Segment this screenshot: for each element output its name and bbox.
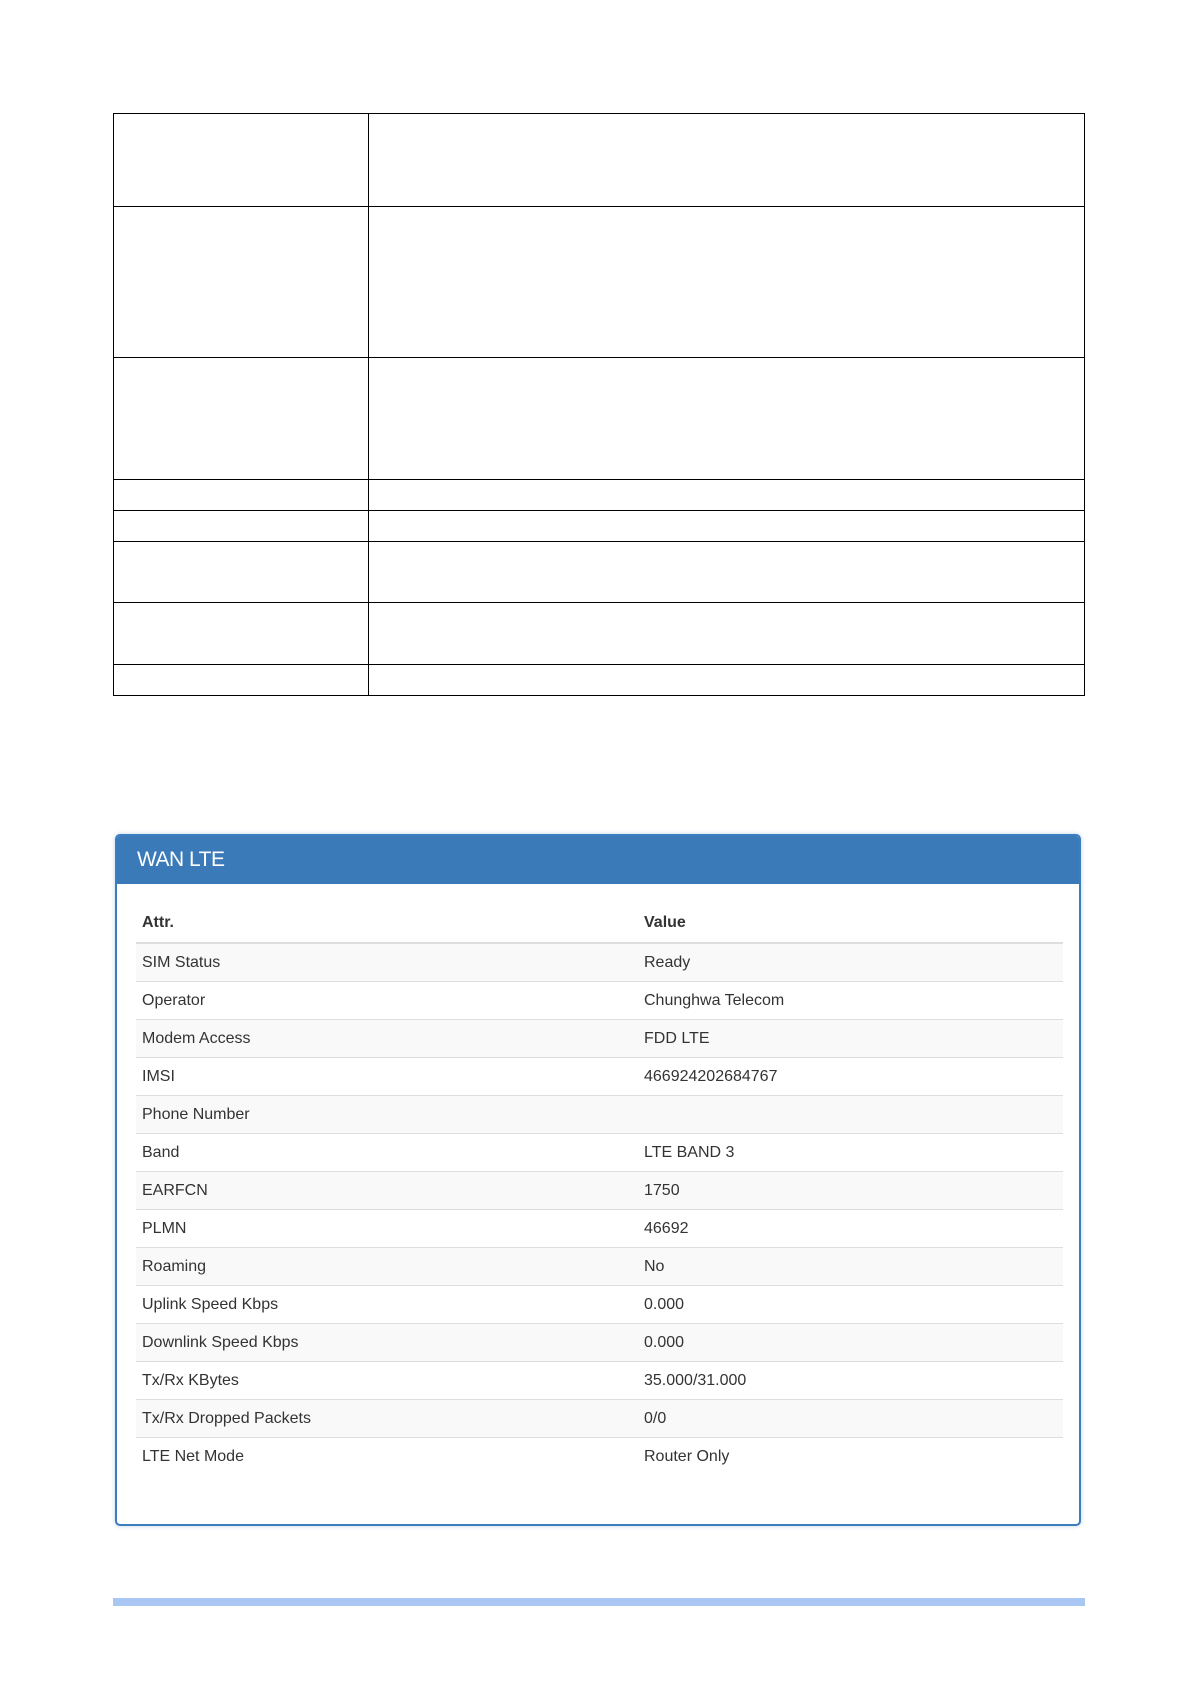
document-table-cell [369,480,1085,511]
document-table-cell [114,480,369,511]
row-attr: Band [136,1134,638,1172]
row-value: 0.000 [638,1286,1063,1324]
column-header-attr: Attr. [136,904,638,943]
row-value: 466924202684767 [638,1058,1063,1096]
row-value: 35.000/31.000 [638,1362,1063,1400]
footer-divider [113,1598,1085,1606]
document-table-row [114,207,1085,358]
row-attr: EARFCN [136,1172,638,1210]
table-row [136,1286,1063,1324]
document-table-cell [369,603,1085,665]
row-value: LTE BAND 3 [638,1134,1063,1172]
document-table-row [114,603,1085,665]
document-table-row [114,358,1085,480]
document-table-row [114,114,1085,207]
document-table-cell [114,114,369,207]
row-attr: Tx/Rx KBytes [136,1362,638,1400]
table-row [136,1172,1063,1210]
row-attr: SIM Status [136,943,638,982]
row-value [638,1096,1063,1134]
panel-body [117,884,1079,1475]
row-attr: Tx/Rx Dropped Packets [136,1400,638,1438]
table-row [136,1438,1063,1476]
table-row [136,982,1063,1020]
table-row [136,1400,1063,1438]
panel-title: WAN LTE [117,836,1079,884]
document-table-row [114,542,1085,603]
row-attr: Phone Number [136,1096,638,1134]
table-row [136,1210,1063,1248]
wan-lte-panel [115,834,1081,1526]
table-row [136,1324,1063,1362]
document-table-row [114,665,1085,696]
table-row [136,943,1063,982]
table-row [136,1248,1063,1286]
table-row [136,1134,1063,1172]
column-header-value: Value [638,904,1063,943]
row-attr: Downlink Speed Kbps [136,1324,638,1362]
row-value: 0.000 [638,1324,1063,1362]
table-row [136,1096,1063,1134]
row-attr: LTE Net Mode [136,1438,638,1476]
wan-lte-status-table [136,904,1063,1475]
row-value: 1750 [638,1172,1063,1210]
document-table-cell [369,207,1085,358]
table-header-row [136,904,1063,943]
document-table-cell [114,603,369,665]
table-row [136,1058,1063,1096]
row-attr: Modem Access [136,1020,638,1058]
row-value: Ready [638,943,1063,982]
document-table-cell [114,542,369,603]
table-row [136,1020,1063,1058]
row-attr: Operator [136,982,638,1020]
row-attr: PLMN [136,1210,638,1248]
table-row [136,1362,1063,1400]
row-attr: Uplink Speed Kbps [136,1286,638,1324]
document-table-cell [369,665,1085,696]
document-table-cell [114,207,369,358]
row-value: FDD LTE [638,1020,1063,1058]
document-table-cell [369,358,1085,480]
row-attr: IMSI [136,1058,638,1096]
document-table-row [114,511,1085,542]
document-table [113,113,1085,696]
row-value: Chunghwa Telecom [638,982,1063,1020]
document-table-cell [114,511,369,542]
row-value: Router Only [638,1438,1063,1476]
row-value: 0/0 [638,1400,1063,1438]
row-attr: Roaming [136,1248,638,1286]
document-table-cell [114,358,369,480]
document-table-row [114,480,1085,511]
document-table-cell [369,542,1085,603]
document-table-cell [114,665,369,696]
document-table-cell [369,114,1085,207]
row-value: No [638,1248,1063,1286]
row-value: 46692 [638,1210,1063,1248]
document-table-cell [369,511,1085,542]
